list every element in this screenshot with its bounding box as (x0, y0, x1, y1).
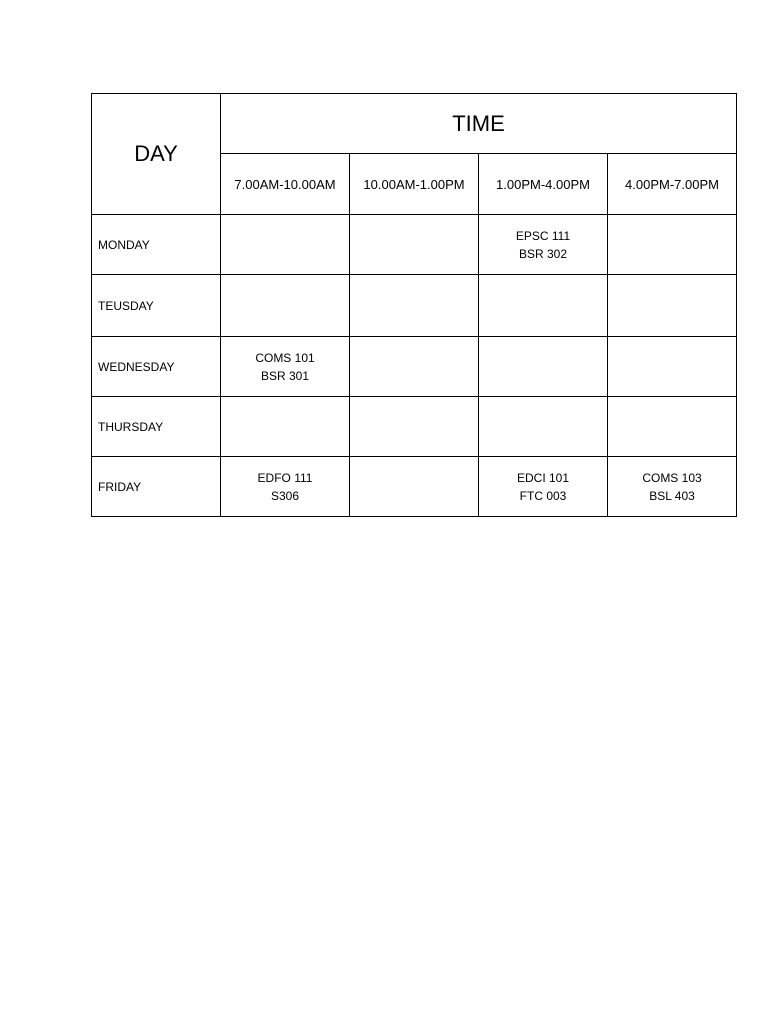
slot-cell (221, 397, 350, 457)
slot-cell (479, 457, 608, 517)
slot-header: 7.00AM-10.00AM (221, 154, 350, 215)
slot-cell (221, 337, 350, 397)
table-row (92, 215, 737, 275)
slot-header: 10.00AM-1.00PM (350, 154, 479, 215)
slot-cell (350, 457, 479, 517)
room-code: BSR 301 (260, 368, 310, 383)
slot-cell (608, 457, 737, 517)
slot-cell (350, 215, 479, 275)
day-cell: FRIDAY (92, 457, 221, 517)
slot-cell (608, 215, 737, 275)
slot-cell (479, 215, 608, 275)
day-cell: THURSDAY (92, 397, 221, 457)
course-code: EPSC 111 (515, 228, 571, 243)
day-cell: WEDNESDAY (92, 337, 221, 397)
slot-cell (221, 275, 350, 337)
table-row (92, 275, 737, 337)
day-cell: TEUSDAY (92, 275, 221, 337)
slot-cell (479, 397, 608, 457)
room-code: BSL 403 (649, 488, 695, 503)
slot-cell (608, 275, 737, 337)
slot-cell (350, 275, 479, 337)
slot-cell (221, 457, 350, 517)
day-cell: MONDAY (92, 215, 221, 275)
room-code: BSR 302 (518, 246, 568, 261)
table-row (92, 397, 737, 457)
header-row (92, 94, 737, 154)
course-code: EDFO 111 (257, 470, 313, 485)
timetable (91, 93, 737, 517)
course-code: COMS 103 (642, 470, 702, 485)
slot-cell (479, 337, 608, 397)
table-row (92, 457, 737, 517)
slot-cell (479, 275, 608, 337)
room-code: S306 (270, 488, 300, 503)
slot-cell (221, 215, 350, 275)
room-code: FTC 003 (519, 488, 567, 503)
table-row (92, 337, 737, 397)
slot-cell (608, 337, 737, 397)
slot-cell (350, 397, 479, 457)
time-header: TIME (221, 94, 737, 154)
course-code: EDCI 101 (516, 470, 570, 485)
slot-cell (608, 397, 737, 457)
day-header: DAY (92, 94, 221, 215)
slot-header: 4.00PM-7.00PM (608, 154, 737, 215)
slot-header: 1.00PM-4.00PM (479, 154, 608, 215)
slot-cell (350, 337, 479, 397)
course-code: COMS 101 (255, 350, 315, 365)
